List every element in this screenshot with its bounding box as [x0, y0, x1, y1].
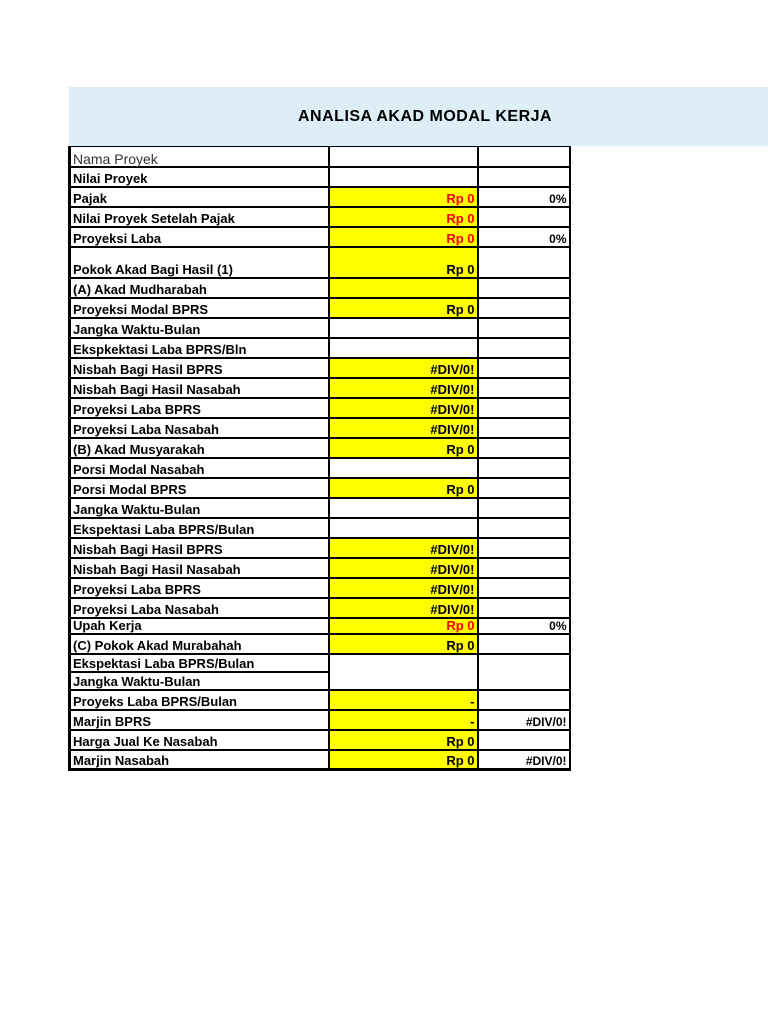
row-label[interactable]: Proyeks Laba BPRS/Bulan — [70, 690, 329, 710]
table-row — [70, 538, 570, 558]
row-value[interactable]: #DIV/0! — [329, 418, 478, 438]
table-row — [70, 578, 570, 598]
row-value[interactable]: Rp 0 — [329, 750, 478, 770]
table-row — [70, 478, 570, 498]
table-row — [70, 147, 570, 167]
table-row — [70, 654, 570, 672]
row-value[interactable]: #DIV/0! — [329, 538, 478, 558]
table-row — [70, 298, 570, 318]
row-value[interactable]: #DIV/0! — [329, 578, 478, 598]
row-percent[interactable] — [478, 147, 570, 167]
table-row — [70, 227, 570, 247]
row-percent[interactable] — [478, 578, 570, 598]
table-row — [70, 207, 570, 227]
row-label[interactable]: Jangka Waktu-Bulan — [70, 318, 329, 338]
row-value[interactable]: - — [329, 710, 478, 730]
row-value[interactable] — [329, 518, 478, 538]
table-row — [70, 318, 570, 338]
row-label[interactable]: Ekspektasi Laba BPRS/Bulan — [70, 518, 329, 538]
row-value[interactable]: Rp 0 — [329, 438, 478, 458]
row-label[interactable]: Nisbah Bagi Hasil Nasabah — [70, 378, 329, 398]
row-label[interactable]: Porsi Modal BPRS — [70, 478, 329, 498]
row-percent[interactable] — [478, 438, 570, 458]
row-value[interactable]: #DIV/0! — [329, 598, 478, 618]
row-value[interactable]: #DIV/0! — [329, 378, 478, 398]
table-row — [70, 278, 570, 298]
table-row — [70, 247, 570, 278]
table-row — [70, 418, 570, 438]
row-label[interactable]: Pokok Akad Bagi Hasil (1) — [70, 247, 329, 278]
row-label[interactable]: Nama Proyek — [70, 147, 329, 167]
row-value[interactable] — [329, 318, 478, 338]
row-value[interactable] — [329, 167, 478, 187]
table-row — [70, 358, 570, 378]
table-row — [70, 618, 570, 634]
table-row — [70, 338, 570, 358]
row-label[interactable]: Nisbah Bagi Hasil BPRS — [70, 538, 329, 558]
row-label[interactable]: Proyeksi Laba Nasabah — [70, 598, 329, 618]
row-percent[interactable] — [478, 598, 570, 618]
page-title: ANALISA AKAD MODAL KERJA — [298, 108, 553, 125]
row-percent[interactable] — [478, 378, 570, 398]
row-value[interactable] — [329, 458, 478, 478]
row-label[interactable]: Nilai Proyek — [70, 167, 329, 187]
row-value[interactable]: Rp 0 — [329, 187, 478, 207]
row-percent[interactable] — [478, 207, 570, 227]
table-row — [70, 558, 570, 578]
row-value[interactable] — [329, 147, 478, 167]
row-value[interactable]: Rp 0 — [329, 634, 478, 654]
table-row — [70, 690, 570, 710]
row-value[interactable]: Rp 0 — [329, 618, 478, 634]
row-value[interactable]: #DIV/0! — [329, 358, 478, 378]
row-value[interactable]: Rp 0 — [329, 730, 478, 750]
row-value[interactable]: Rp 0 — [329, 298, 478, 318]
row-label[interactable]: Harga Jual Ke Nasabah — [70, 730, 329, 750]
row-label[interactable]: Proyeksi Laba Nasabah — [70, 418, 329, 438]
row-value[interactable]: Rp 0 — [329, 478, 478, 498]
table-row — [70, 378, 570, 398]
row-percent[interactable]: 0% — [478, 618, 570, 634]
row-label[interactable]: Ekspektasi Laba BPRS/Bulan — [70, 654, 329, 672]
row-label[interactable]: Nisbah Bagi Hasil BPRS — [70, 358, 329, 378]
row-percent[interactable] — [478, 458, 570, 478]
row-percent[interactable] — [478, 518, 570, 538]
row-percent[interactable] — [478, 498, 570, 518]
row-percent[interactable] — [478, 358, 570, 378]
row-label[interactable]: (B) Akad Musyarakah — [70, 438, 329, 458]
row-percent[interactable] — [478, 730, 570, 750]
table-row — [70, 750, 570, 770]
row-value[interactable]: #DIV/0! — [329, 558, 478, 578]
row-percent[interactable] — [478, 634, 570, 654]
table-row — [70, 634, 570, 654]
row-percent[interactable] — [478, 278, 570, 298]
table-row — [70, 710, 570, 730]
table-row — [70, 518, 570, 538]
table-body — [70, 147, 570, 770]
row-value[interactable] — [329, 278, 478, 298]
table-row — [70, 167, 570, 187]
row-label[interactable]: Porsi Modal Nasabah — [70, 458, 329, 478]
spreadsheet-grid — [68, 146, 567, 768]
row-label[interactable]: Jangka Waktu-Bulan — [70, 498, 329, 518]
row-label[interactable]: Marjin Nasabah — [70, 750, 329, 770]
row-percent[interactable] — [478, 318, 570, 338]
table-row — [70, 458, 570, 478]
row-label[interactable]: Pajak — [70, 187, 329, 207]
row-percent[interactable] — [478, 167, 570, 187]
table-row — [70, 730, 570, 750]
row-label[interactable]: Upah Kerja — [70, 618, 329, 634]
row-percent[interactable]: 0% — [478, 227, 570, 247]
row-percent[interactable] — [478, 247, 570, 278]
row-value[interactable]: Rp 0 — [329, 207, 478, 227]
row-percent[interactable]: #DIV/0! — [478, 710, 570, 730]
table-row — [70, 398, 570, 418]
row-label[interactable]: Ekspkektasi Laba BPRS/Bln — [70, 338, 329, 358]
row-label[interactable]: Nisbah Bagi Hasil Nasabah — [70, 558, 329, 578]
row-label[interactable]: Marjin BPRS — [70, 710, 329, 730]
row-value[interactable] — [329, 498, 478, 518]
row-value[interactable]: Rp 0 — [329, 227, 478, 247]
row-label[interactable]: Proyeksi Modal BPRS — [70, 298, 329, 318]
table-row — [70, 438, 570, 458]
row-percent[interactable] — [478, 538, 570, 558]
table-row — [70, 598, 570, 618]
row-value[interactable] — [329, 338, 478, 358]
table-row — [70, 187, 570, 207]
row-label[interactable]: Proyeksi Laba BPRS — [70, 578, 329, 598]
row-percent[interactable]: 0% — [478, 187, 570, 207]
row-percent[interactable] — [478, 478, 570, 498]
row-label[interactable]: Proyeksi Laba BPRS — [70, 398, 329, 418]
row-label[interactable]: Nilai Proyek Setelah Pajak — [70, 207, 329, 227]
row-label[interactable]: (A) Akad Mudharabah — [70, 278, 329, 298]
row-percent[interactable] — [478, 398, 570, 418]
row-percent[interactable] — [478, 418, 570, 438]
row-percent[interactable] — [478, 690, 570, 710]
row-percent[interactable] — [478, 558, 570, 578]
row-percent[interactable] — [478, 338, 570, 358]
row-value[interactable] — [329, 654, 478, 690]
row-label[interactable]: Proyeksi Laba — [70, 227, 329, 247]
row-percent[interactable] — [478, 654, 570, 690]
row-percent[interactable]: #DIV/0! — [478, 750, 570, 770]
row-value[interactable]: Rp 0 — [329, 247, 478, 278]
row-percent[interactable] — [478, 298, 570, 318]
row-value[interactable]: - — [329, 690, 478, 710]
row-label[interactable]: Jangka Waktu-Bulan — [70, 672, 329, 690]
row-label[interactable]: (C) Pokok Akad Murabahah — [70, 634, 329, 654]
row-value[interactable]: #DIV/0! — [329, 398, 478, 418]
analysis-table — [68, 146, 571, 771]
table-row — [70, 498, 570, 518]
